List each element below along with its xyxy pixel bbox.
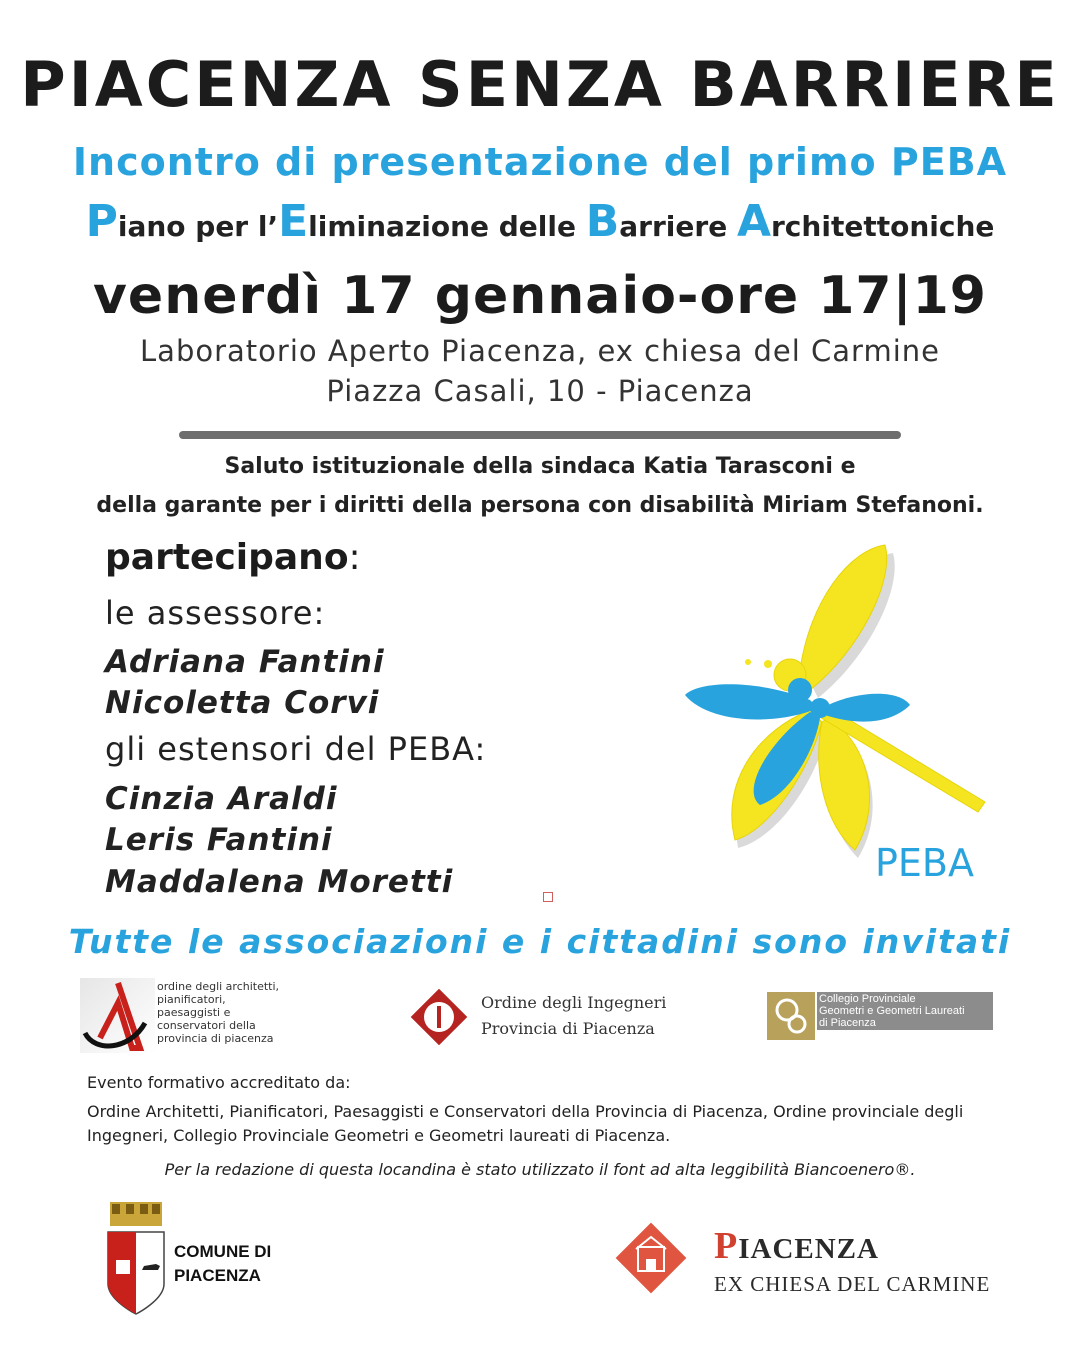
greeting-line-1: Saluto istituzionale della sindaca Katia Tarasconi e — [224, 454, 856, 479]
architetti-a-icon — [80, 978, 155, 1053]
carmine-title-cap: P — [714, 1225, 739, 1267]
participants-heading — [105, 537, 361, 578]
logo-text-line: pianificatori, — [157, 993, 226, 1006]
logo-text-line: conservatori della — [157, 1019, 256, 1032]
comune-name — [174, 1240, 271, 1288]
logo-text-line: Collegio Provinciale — [819, 993, 916, 1005]
accreditation-heading: Evento formativo accreditato da: — [87, 1073, 351, 1092]
participant-name: Leris Fantini — [105, 822, 333, 858]
subtitle: Incontro di presentazione del primo PEBA — [72, 140, 1008, 184]
acronym-text: liminazione delle — [308, 210, 586, 243]
participant-name: Cinzia Araldi — [105, 781, 338, 817]
logo-text-line: di Piacenza — [819, 1017, 876, 1029]
comune-text-line: COMUNE DI — [174, 1242, 272, 1261]
architetti-logo — [80, 978, 155, 1053]
participant-name: Nicoletta Corvi — [105, 685, 380, 721]
divider — [179, 431, 901, 439]
ingegneri-logo-icon — [407, 985, 471, 1049]
participant-name: Maddalena Moretti — [105, 864, 454, 900]
event-date: venerdì 17 gennaio-ore 17|19 — [93, 266, 987, 326]
venue-line-2: Piazza Casali, 10 - Piacenza — [326, 374, 754, 408]
ingegneri-logo-text — [481, 990, 666, 1042]
peba-acronym-line — [0, 196, 1080, 247]
comune-text-line: PIACENZA — [174, 1266, 261, 1285]
acronym-letter-b: B — [585, 196, 620, 247]
page-title: PIACENZA SENZA BARRIERE — [20, 48, 1060, 121]
acronym-text: rchitettoniche — [771, 210, 995, 243]
blue-wing — [825, 694, 910, 722]
dragonfly-head — [788, 678, 812, 702]
participants-heading-colon: : — [348, 537, 361, 578]
acronym-letter-a: A — [736, 196, 771, 247]
logo-text-line: paesaggisti e — [157, 1006, 231, 1019]
venue-line-1: Laboratorio Aperto Piacenza, ex chiesa del Carmine — [140, 334, 940, 368]
carmine-title-rest: IACENZA — [738, 1233, 879, 1265]
plus-marker-icon — [543, 892, 553, 902]
acronym-letter-e: E — [278, 196, 309, 247]
carmine-title — [714, 1224, 879, 1268]
peba-dragonfly-logo — [660, 540, 1020, 890]
acronym-text: iano per l’ — [117, 210, 279, 243]
acronym-letter-p: P — [85, 196, 118, 247]
geometri-logo-text — [817, 992, 993, 1030]
greeting-line-2: della garante per i diritti della persona con disabilità Miriam Stefanoni. — [96, 493, 984, 518]
participant-name: Adriana Fantini — [105, 644, 385, 680]
architetti-logo-text — [157, 980, 279, 1045]
logo-text-line: Ordine degli Ingegneri — [481, 993, 667, 1012]
carmine-subtitle: EX CHIESA DEL CARMINE — [714, 1272, 991, 1296]
logo-text-line: Geometri e Geometri Laureati — [819, 1005, 965, 1017]
carmine-logo-icon — [612, 1219, 690, 1297]
logo-text-line: Provincia di Piacenza — [481, 1019, 655, 1038]
invite-text: Tutte le associazioni e i cittadini sono invitati — [68, 922, 1012, 961]
logo-text-line: ordine degli architetti, — [157, 980, 280, 993]
group-label-estensori: gli estensori del PEBA: — [105, 730, 487, 768]
participants-heading-text: partecipano — [105, 537, 349, 578]
geometri-cg-icon — [767, 992, 815, 1040]
peba-logo-text: PEBA — [875, 841, 974, 885]
group-label-assessore: le assessore: — [105, 594, 326, 632]
geometri-logo — [767, 992, 815, 1040]
font-note: Per la redazione di questa locandina è stato utilizzato il font ad alta leggibilità Biancoenero®. — [164, 1160, 916, 1179]
accreditation-body: Ordine Architetti, Pianificatori, Paesaggisti e Conservatori della Provincia di Piacenza, Ordine provinciale degli Ingegneri, Collegio Provinciale Geometri e Geometri laureati di Piacenza. — [87, 1102, 964, 1145]
acronym-text: arriere — [619, 210, 737, 243]
logo-text-line: provincia di piacenza — [157, 1032, 274, 1045]
comune-coat-of-arms-icon — [104, 1200, 168, 1316]
